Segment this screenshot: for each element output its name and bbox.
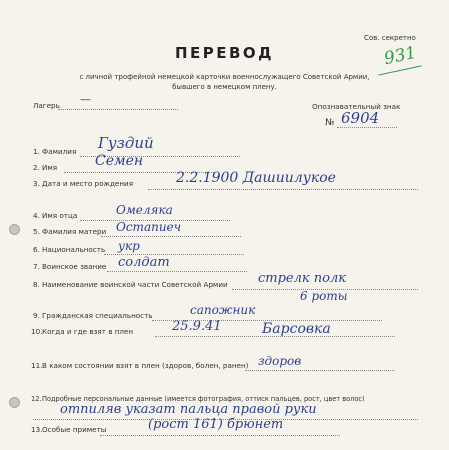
field-13-value: (рост 161) брюнет [148,417,284,432]
field-11-value: здоров [258,354,302,368]
field-7-num: 7. [33,262,40,271]
field-5-num: 5. [33,227,40,236]
punch-hole-lower [9,397,20,408]
field-8-value-2: 6 роты [300,289,348,303]
field-8-label: Наименование воинской части Советской Армии [42,280,228,289]
field-8-num: 8. [33,280,40,289]
subtitle-line-1: с личной трофейной немецкой карточки военнослужащего Советской Армии, [79,73,370,81]
camp-line [58,109,178,110]
field-9-num: 9. [33,311,40,320]
field-1-label: Фамилия [42,147,77,156]
field-7-label: Воинское звание [42,262,107,271]
classification-label: Сов. секретно [364,34,416,42]
field-3-label: Дата и место рождения [42,179,134,188]
field-13-num: 13. [31,425,43,434]
field-13-label: Особые приметы [42,425,107,434]
field-10-value: 25.9.41 [172,319,222,334]
field-7-line [107,271,247,272]
field-4-label: Имя отца [42,211,78,220]
id-tag-line [337,127,397,128]
field-4-value: Омеляка [116,203,173,217]
field-2-value: Семен [95,153,144,169]
field-9-label: Гражданская специальность [42,311,153,320]
field-13-line [100,435,340,436]
field-5-value: Остапиеч [116,220,182,234]
field-6-value: укр [118,239,140,253]
archive-stamp-number: 931 [382,42,419,70]
field-2-label: Имя [42,163,58,172]
field-12-num: 12. [31,395,42,403]
field-10-label: Когда и где взят в плен [42,327,134,336]
field-3-num: 3. [33,179,40,188]
field-12-label: Подробные персональные данные (имеется фотография, оттиск пальцев, рост, цвет волос) [42,395,365,403]
camp-label: Лагерь [33,101,60,110]
field-7-value: солдат [118,255,170,270]
field-2-num: 2. [33,163,40,172]
field-6-label: Национальность [42,245,106,254]
field-11-num: 11. [31,361,43,370]
page-title: ПЕРЕВОД [174,44,275,62]
field-10-value-2: Барсовка [262,321,331,337]
id-tag-value: 6904 [341,109,380,127]
id-tag-label: Опознавательный знак [312,102,401,111]
field-3-value: 2.2.1900 Дашиилукое [176,170,336,186]
field-1-value: Гуздий [98,134,154,152]
field-8-value: стрелк полк [258,271,347,286]
field-10-num: 10. [31,327,43,336]
field-9-value: сапожник [190,303,256,317]
id-tag-prefix: № [325,118,335,128]
field-1-num: 1. [33,147,40,156]
camp-value: — [80,93,91,106]
field-5-label: Фамилия матери [42,227,107,236]
field-11-line [245,370,395,371]
field-11-label: В каком состоянии взят в плен (здоров, болен, ранен) [42,361,249,370]
punch-hole-upper [9,224,20,235]
field-3-line [148,189,418,190]
field-5-line [101,236,241,237]
field-12-value: отпиляв указат пальца правой руки [60,402,317,417]
field-6-num: 6. [33,245,40,254]
field-4-num: 4. [33,211,40,220]
subtitle-line-2: бывшего в немецком плену. [172,83,277,91]
